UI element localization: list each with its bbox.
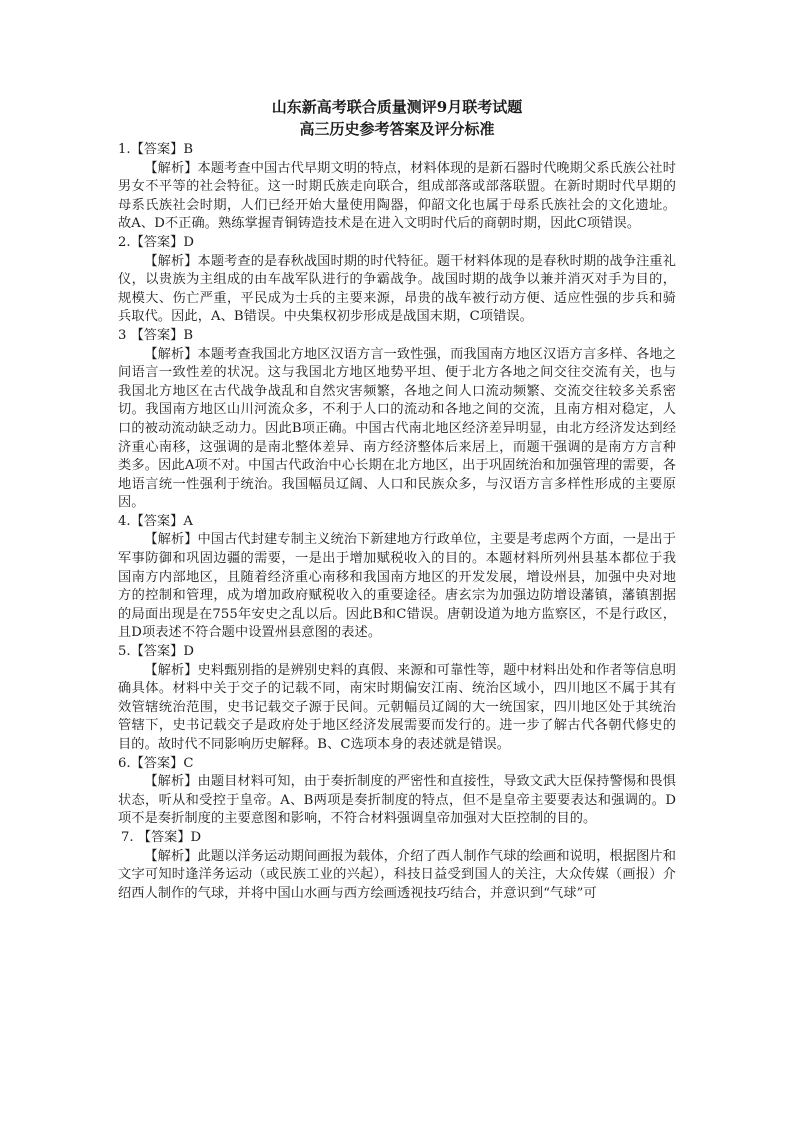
answer-label: 5.【答案】D (118, 644, 194, 660)
answer-item-7 (118, 829, 676, 903)
answer-analysis: 【解析】本题考查中国古代早期文明的特点，材料体现的是新石器时代晚期父系氏族公社时男女不平等的社会特征。这一时期氏族走向联合，组成部落或部落联盟。在新时期时代早期的母系氏族社会时期，人们已经开始大量使用陶器，仰韶文化也属于母系氏族社会的文化遗址。故A、D不正确。熟练掌握青铜铸造技术是在进入文明时代后的商朝时期，因此C项错误。 (118, 160, 676, 232)
answer-item-5 (118, 643, 676, 755)
answer-analysis: 【解析】本题考查的是春秋战国时期的时代特征。题干材料体现的是春秋时期的战争注重礼仪，以贵族为主组成的由车战军队进行的争霸战争。战国时期的战争以兼并消灭对手为目的，规模大、伤亡严重，平民成为士兵的主要来源，昂贵的战车被行动方便、适应性强的步兵和骑兵取代。因此，A、B错误。中央集权初步形成是战国末期，C项错误。 (118, 253, 676, 325)
document-subtitle: 高三历史参考答案及评分标准 (299, 120, 495, 138)
answer-label: 6.【答案】C (118, 755, 194, 771)
answer-label: 4.【答案】A (118, 513, 193, 529)
answer-analysis: 【解析】此题以洋务运动期间画报为载体，介绍了西人制作气球的绘画和说明，根据图片和文字可知时逢洋务运动（或民族工业的兴起），科技日益受到国人的关注，大众传媒（画报）介绍西人制作的气球，并将中国山水画与西方绘画透视技巧结合，并意识到“气球”可 (118, 848, 676, 901)
answer-label: 7. 【答案】D (121, 829, 202, 845)
answer-analysis: 【解析】史料甄别指的是辨别史料的真假、来源和可靠性等，题中材料出处和作者等信息明确具体。材料中关于交子的记载不同，南宋时期偏安江南、统治区域小，四川地区不属于其有效管辖统治范围，史书记载交子源于民间。元朝幅员辽阔的大一统国家，四川地区处于其统治管辖下，史书记载交子是政府处于地区经济发展需要而发行的。进一步了解古代各朝代修史的目的。故时代不同影响历史解释。B、C选项本身的表述就是错误。 (118, 662, 676, 752)
document-title: 山东新高考联合质量测评9月联考试题 (271, 98, 523, 116)
answer-analysis: 【解析】中国古代封建专制主义统治下新建地方行政单位，主要是考虑两个方面，一是出于军事防御和巩固边疆的需要，一是出于增加赋税收入的目的。本题材料所列州县基本都位于我国南方内部地区，且随着经济重心南移和我国南方地区的开发发展，增设州县，加强中央对地方的控制和管理，成为增加政府赋税收入的重要途径。唐玄宗为加强边防增设藩镇，藩镇割据的局面出现是在755年安史之乱以后。因此B和C错误。唐朝设道为地方监察区，不是行政区，且D项表述不符合题中设置州县意图的表述。 (118, 532, 676, 641)
answer-item-6 (118, 755, 676, 829)
answer-analysis: 【解析】本题考查我国北方地区汉语方言一致性强，而我国南方地区汉语方言多样、各地之间语言一致性差的状况。这与我国北方地区地势平坦、便于北方各地之间交往交流有关，也与我国北方地区在古代战争战乱和自然灾害频繁，各地之间人口流动频繁、交流交往较多关系密切。我国南方地区山川河流众多，不利于人口的流动和各地之间的交流，且南方相对稳定，人口的被动流动缺乏动力。因此B项正确。中国古代南北地区经济差异明显，由北方经济发达到经济重心南移，这强调的是南北整体差异、南方经济整体后来居上，而题干强调的是南方方言种类多。因此A项不对。中国古代政治中心长期在北方地区，出于巩固统治和加强管理的需要，各地语言统一性强利于统治。我国幅员辽阔、人口和民族众多，与汉语方言多样性形成的主要原因。 (118, 346, 676, 511)
answer-label: 2.【答案】D (118, 234, 194, 250)
answer-label: 1.【答案】B (118, 142, 194, 157)
answer-item-3 (118, 327, 676, 513)
answer-item-4 (118, 513, 676, 643)
answer-document (118, 96, 676, 903)
answer-analysis: 【解析】由题目材料可知，由于奏折制度的严密性和直接性，导致文武大臣保持警惕和畏惧状态，听从和受控于皇帝。A、B两项是奏折制度的特点，但不是皇帝主要要表达和强调的。D项不是奏折制度的主要意图和影响，不符合材料强调皇帝加强对大臣控制的目的。 (118, 774, 676, 827)
answer-label: 3 【答案】B (118, 327, 194, 343)
answer-item-1 (118, 141, 676, 234)
answer-item-2 (118, 234, 676, 327)
